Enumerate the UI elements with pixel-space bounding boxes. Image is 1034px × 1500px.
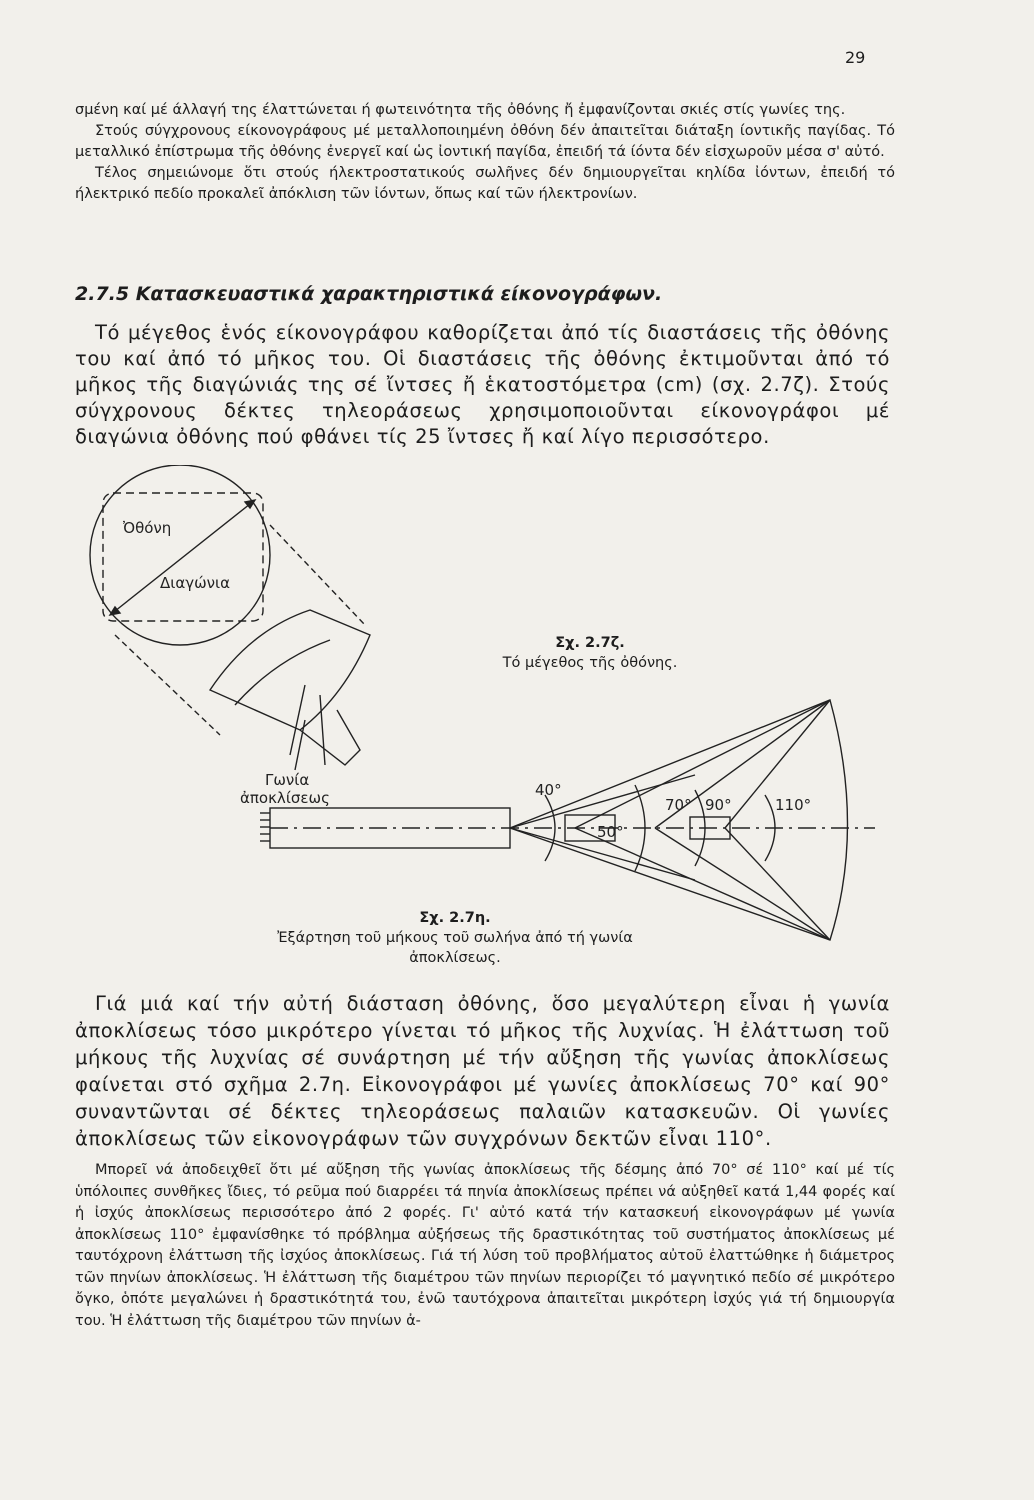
page-number: 29 (845, 48, 866, 67)
intro-paragraph-2: Στούς σύγχρονους είκονογράφους μέ μεταλλοποιημένη ὀθόνη δέν ἀπαιτεῖται διάταξη ίοντικῆς παγίδας. Τό μεταλλικό ἐπίστρωμα τῆς ὀθόνης ἐνεργεῖ καί ὡς ἰοντική παγίδα, ἐπειδή τά ίόντα δέν εἰσχωροῦν μέσα σ' αὐτό. (75, 123, 895, 160)
tube-neck (300, 710, 360, 765)
figures (75, 465, 895, 985)
figure-h-caption (235, 908, 675, 968)
section-paragraph: Τό μέγεθος ἑνός είκονογράφου καθορίζεται ἀπό τίς διαστάσεις τῆς ὀθόνης του καί ἀπό τό μῆκος του. Οἱ διαστάσεις τῆς ὀθόνης ἐκτιμοῦνται ἀπό τό μῆκος τῆς διαγώνιάς της σέ ἴντσες ἤ ἑκατοστόμετρα (cm) (σχ. 2.7ζ). Στούς σύγχρονους δέκτες τηλεοράσεως χρησιμοποιοῦνται είκονογράφοι μέ διαγώνια ὀθόνης πού φθάνει τίς 25 ἴντσες ἤ καί λίγο περισσότερο. (75, 321, 890, 448)
angle-40-label: 40° (535, 781, 562, 799)
diagonal-label: Διαγώνια (160, 574, 231, 592)
angle-70-label: 70° (665, 796, 692, 814)
intro-section (75, 100, 895, 205)
final-section (75, 1160, 895, 1332)
section-paragraph-block (75, 320, 890, 450)
figure-h-text: Ἐξάρτηση τοῦ μήκους τοῦ σωλήνα ἀπό τή γωνία ἀποκλίσεως. (277, 930, 633, 966)
intro-paragraph-3: Τέλος σημειώνομε ὅτι στούς ήλεκτροστατικούς σωλῆνες δέν δημιουργεῖται κηλίδα ἰόντων, ἐπειδή τό ήλεκτρικό πεδίο προκαλεῖ ἀπόκλιση τῶν ἰόντων, ὅπως καί τῶν ήλεκτρονίων. (75, 165, 895, 202)
deflection-label-2: ἀποκλίσεως (240, 789, 330, 807)
tube-front (210, 610, 370, 730)
final-paragraph: Μπορεῖ νά ἀποδειχθεῖ ὅτι μέ αὔξηση τῆς γωνίας ἀποκλίσεως τῆς δέσμης ἀπό 70° σέ 110° καί μέ τίς ὑπόλοιπες συνθῆκες ἴδιες, τό ρεῦμα πού διαρρέει τά πηνία ἀποκλίσεως πρέπει νά αὐξηθεῖ κατά 1,44 φορές καί ἡ ἰσχύς ἀποκλίσεως περισσότερο ἀπό 2 φορές. Γι' αὐτό κατά τήν κατασκευή εἰκονογράφων μέ γωνία ἀποκλίσεως 110° ἐμφανίσθηκε τό πρόβλημα αὐξήσεως τῆς δραστικότητας τοῦ συστήματος ἀποκλίσεως μέ ταυτόχρονη ἐλάττωση τῆς ἰσχύος ἀποκλίσεως. Γιά τή λύση τοῦ προβλήματος αὐτοῦ ἐλαττώθηκε ἡ διάμετρος τῶν πηνίων ἀποκλίσεως. Ἡ ἐλάττωση τῆς διαμέτρου τῶν πηνίων περιορίζει τό μαγνητικό πεδίο σέ μικρότερο ὄγκο, ὁπότε μεγαλώνει ἡ δραστικότητά του, ἐνῶ ταυτόχρονα ἀπαιτεῖται μικρότερη ἰσχύς γιά τή δημιουργία του. Ἡ ἐλάττωση τῆς διαμέτρου τῶν πηνίων ἀ- (75, 1162, 895, 1329)
figure-z-text: Τό μέγεθος τῆς ὀθόνης. (502, 655, 678, 671)
body-paragraph: Γιά μιά καί τήν αὐτή διάσταση ὀθόνης, ὅσο μεγαλύτερη εἶναι ἡ γωνία ἀποκλίσεως τόσο μικρότερο γίνεται τό μῆκος τῆς λυχνίας. Ἡ ἐλάττωση τοῦ μήκους τῆς λυχνίας σέ συνάρτηση μέ τήν αὔξηση τῆς γωνίας ἀποκλίσεως φαίνεται στό σχῆμα 2.7η. Εἰκονογράφοι μέ γωνίες ἀποκλίσεως 70° καί 90° συναντῶνται σέ δέκτες τηλεοράσεως παλαιῶν κατασκευῶν. Οἱ γωνίες ἀποκλίσεως τῶν εἰκονογράφων τῶν συγχρόνων δεκτῶν εἶναι 110°. (75, 992, 890, 1150)
deflection-label-1: Γωνία (265, 771, 310, 789)
screen-view-circle (90, 465, 270, 645)
figure-z-caption (470, 633, 710, 673)
angle-50-label: 50° (597, 823, 624, 841)
figure-h-number: Σχ. 2.7η. (419, 910, 491, 926)
section-heading: 2.7.5 Κατασκευαστικά χαρακτηριστικά είκονογράφων. (75, 283, 663, 305)
intro-paragraph-1: σμένη καί μέ άλλαγή της έλαττώνεται ή φωτεινότητα τῆς ὀθόνης ἤ ἐμφανίζονται σκιές στίς γωνίες της. (75, 102, 846, 118)
diagonal-line (110, 500, 255, 615)
body-paragraph-block (75, 990, 890, 1152)
screen-label: Ὀθόνη (123, 519, 172, 537)
angle-90-label: 90° (705, 796, 732, 814)
angle-110-label: 110° (775, 796, 812, 814)
figure-z-number: Σχ. 2.7ζ. (555, 635, 625, 651)
